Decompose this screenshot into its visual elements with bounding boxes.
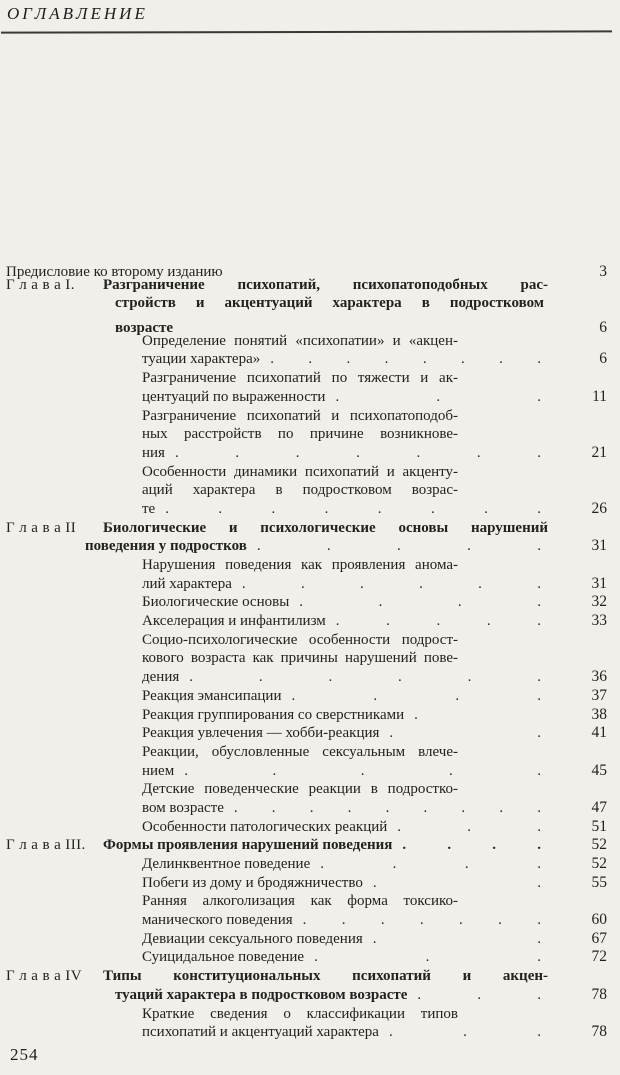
entry-text: Биологические и психологические основы нарушений [103,519,548,536]
chapter-label: Г л а в а IV [6,968,82,985]
page-ref: 47 [591,798,607,816]
toc-line [6,444,607,463]
toc-line [6,407,607,426]
dot-leader: . . . . . [335,613,541,630]
entry-text: Разграничение психопатий по тяжести и ак- [142,370,458,387]
toc-line [6,762,607,781]
dot-leader: . . . [388,1024,541,1041]
toc-line [6,1023,607,1042]
chapter-label: Г л а в а I. [6,276,75,293]
toc-line [6,612,607,631]
toc-line [6,276,607,295]
entry-text: Реакция эмансипации [142,687,282,704]
entry-text: возрасте [115,319,174,336]
toc-line [6,369,607,388]
dot-leader [183,313,541,332]
toc-line [6,593,607,612]
entry-text: кового возраста как причины нарушений пове- [142,650,458,667]
toc-line [6,706,607,725]
page-ref: 32 [591,593,607,611]
chapter-label: Г л а в а II [6,519,77,536]
page-ref: 52 [591,855,607,872]
dot-leader: . [414,706,418,723]
dot-leader: . . [389,725,541,742]
entry-text: Суицидальное поведение [142,949,305,966]
toc-line [6,743,607,762]
dot-leader: . . . [417,986,541,1003]
toc-line [6,724,607,743]
dot-leader: . . . . . . . . . [233,799,541,816]
toc-line [6,967,607,986]
header-rule [1,30,612,33]
dot-leader: . . . . [320,856,541,872]
dot-leader: . . . . [402,837,541,854]
toc-line [6,892,607,911]
folio-page-number: 254 [10,1045,39,1064]
toc-line [6,780,607,799]
page-ref: 33 [591,612,607,630]
dot-leader: . . . . . . [241,575,541,592]
page-ref: 41 [591,724,607,742]
page-ref: 6 [599,350,607,368]
entry-text: психопатий и акцентуаций характера [142,1024,379,1041]
entry-text: Девиации сексуального поведения [142,930,363,947]
toc-line [6,332,607,351]
entry-text: ных расстройств по причине возникнове- [142,426,458,443]
entry-text: Краткие сведения о классификации типов [142,1005,458,1022]
page-ref: 31 [591,537,607,555]
page-ref: 31 [591,574,607,592]
page-ref: 51 [591,817,607,835]
entry-text: Ранняя алкоголизация как форма токсико- [142,893,458,910]
entry-text: Реакции, обусловленные сексуальным влече- [142,743,458,760]
dot-leader: . . . . . . . . [165,500,541,517]
dot-leader: . . [372,874,541,891]
entry-text: Делинквентное поведение [142,856,311,872]
toc-line [6,257,607,280]
toc-line [6,631,607,650]
page-ref: 11 [592,387,607,405]
toc-line [6,687,607,706]
toc-line [6,575,607,594]
page-ref: 3 [599,262,607,280]
entry-text: стройств и акцентуаций характера в подростковом [115,295,544,312]
entry-text: Формы проявления нарушений поведения [103,837,393,854]
page-title: ОГЛАВЛЕНИЕ [7,4,148,23]
entry-text: аций характера в подростковом возрас- [142,482,458,499]
toc-line [6,313,607,336]
entry-text: те [142,500,156,517]
toc-line [6,930,607,949]
page-ref: 6 [599,318,607,336]
toc-line [6,294,607,313]
entry-text: Биологические основы [142,594,290,611]
page-ref: 60 [591,911,607,929]
toc-line [6,818,607,837]
chapter-label: Г л а в а III. [6,837,86,854]
entry-text: Разграничение психопатий и психопатоподоб- [142,407,458,424]
dot-leader: . . . . [291,687,541,704]
entry-text: Предисловие ко второму изданию [6,263,223,280]
page-ref: 55 [591,873,607,891]
page-ref: 36 [591,668,607,686]
entry-text: туаций характера в подростковом возрасте [115,986,408,1003]
entry-text: Побеги из дому и бродяжничество [142,874,363,891]
dot-leader: . . . . [299,594,541,611]
page-ref: 78 [591,985,607,1003]
toc-line [6,519,607,538]
entry-text: нием [142,762,175,779]
dot-leader: . . . . . . [189,669,541,686]
toc-line [6,986,607,1005]
entry-text: дения [142,669,180,686]
entry-text: Детские поведенческие реакции в подростко- [142,781,458,798]
toc-line [6,911,607,930]
entry-text: вом возрасте [142,799,224,816]
page-ref: 21 [591,443,607,461]
toc-line [6,425,607,444]
entry-text: туации характера» [142,351,261,368]
page-ref: 37 [591,686,607,704]
toc-line [6,350,607,369]
page-ref: 78 [591,1023,607,1041]
dot-leader: . . . . . . . . [270,351,541,368]
dot-leader: . . . [397,818,541,835]
toc-line [6,1005,607,1024]
page-ref: 72 [591,948,607,966]
toc-line [6,481,607,500]
dot-leader: . . . . . . . [174,444,541,461]
page-ref: 52 [591,836,607,854]
dot-leader: . . . . . [256,538,541,555]
entry-text: Акселерация и инфантилизм [142,613,326,630]
entry-text: Определение понятий «психопатии» и «акцен- [142,332,458,349]
toc-line [6,500,607,519]
page-ref: 38 [591,705,607,723]
page-ref: 67 [591,929,607,947]
toc-line [6,649,607,668]
entry-text: лий характера [142,575,232,592]
entry-text: манического поведения [142,912,293,929]
toc-line [6,836,607,855]
page-ref: 45 [591,761,607,779]
toc-line [6,948,607,967]
dot-leader: . . . [314,949,541,966]
entry-text: Социо-психологические особенности подрост- [142,631,458,648]
dot-leader: . . . [335,388,541,405]
entry-text: Реакция группирования со сверстниками [142,706,405,723]
entry-text: ния [142,444,165,461]
toc-line [6,668,607,687]
toc-line [6,855,607,874]
entry-text: Нарушения поведения как проявления анома- [142,557,458,573]
entry-text: Разграничение психопатий, психопатоподобных рас- [103,276,548,293]
dot-leader: . . . . . [184,762,541,779]
toc-line [6,388,607,407]
entry-text: Особенности динамики психопатий и акценту- [142,463,458,480]
toc-line [6,463,607,482]
entry-text: Особенности патологических реакций [142,818,388,835]
page-ref: 26 [591,499,607,517]
table-of-contents [6,257,607,1042]
dot-leader: . . . . . . . [302,912,541,929]
entry-text: поведения у подростков [85,538,247,555]
entry-text: центуаций по выраженности [142,388,326,405]
toc-line [6,799,607,818]
dot-leader: . . [372,930,541,947]
toc-line [6,874,607,893]
entry-text: Типы конституциональных психопатий и акцен- [103,968,548,985]
toc-line [6,537,607,556]
toc-line [6,556,607,575]
entry-text: Реакция увлечения — хобби-реакция [142,725,380,742]
dot-leader [233,257,541,276]
